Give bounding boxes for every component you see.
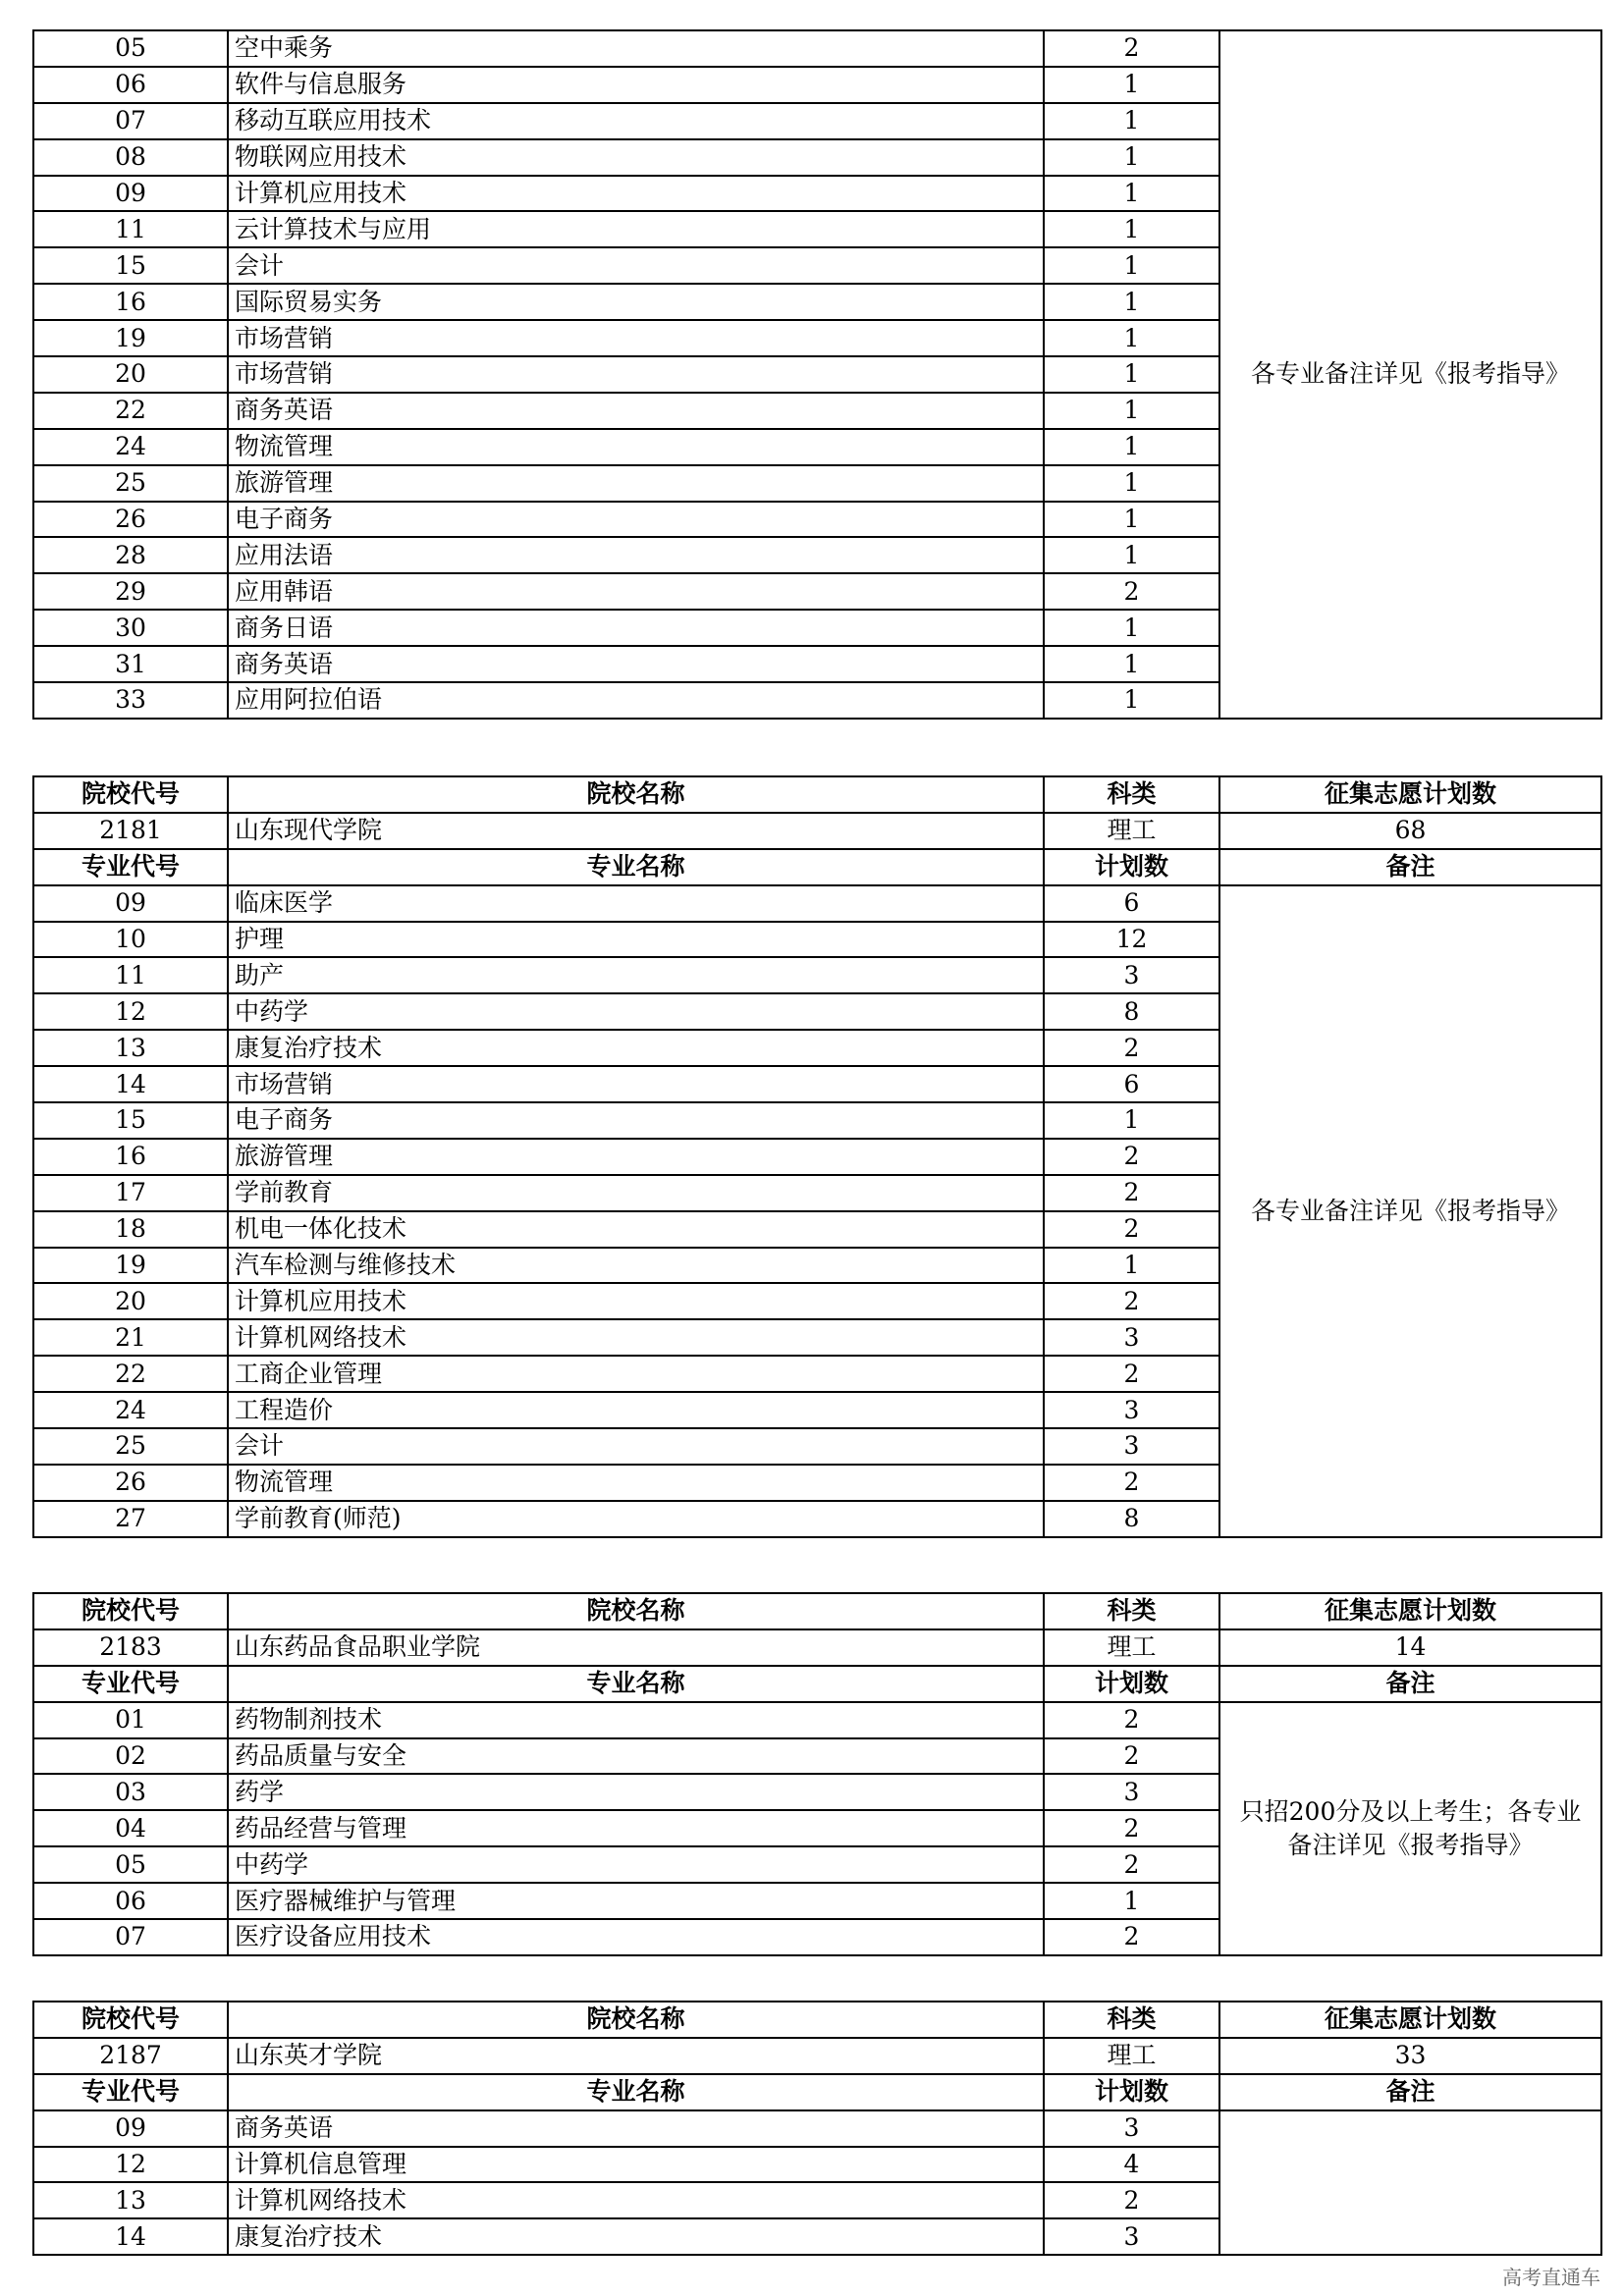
- major-plan: 2: [1044, 30, 1219, 67]
- major-code: 13: [33, 2182, 228, 2218]
- major-name: 学前教育(师范): [228, 1501, 1044, 1537]
- major-plan: 1: [1044, 176, 1219, 212]
- major-name: 药物制剂技术: [228, 1702, 1044, 1738]
- major-name: 商务英语: [228, 2110, 1044, 2147]
- major-plan: 12: [1044, 922, 1219, 958]
- school-header-row: [33, 776, 1601, 813]
- major-code: 28: [33, 537, 228, 573]
- major-code: 06: [33, 1883, 228, 1919]
- major-plan: 2: [1044, 1702, 1219, 1738]
- major-plan: 1: [1044, 67, 1219, 103]
- remark-cell: 各专业备注详见《报考指导》: [1219, 885, 1601, 1537]
- major-plan: 2: [1044, 1810, 1219, 1846]
- major-plan: 1: [1044, 537, 1219, 573]
- major-name: 旅游管理: [228, 1139, 1044, 1175]
- major-code: 09: [33, 885, 228, 922]
- school-name-header: 院校名称: [228, 1593, 1044, 1629]
- major-name: 临床医学: [228, 885, 1044, 922]
- major-code: 26: [33, 1465, 228, 1501]
- plan-header: 计划数: [1044, 849, 1219, 885]
- major-plan: 1: [1044, 139, 1219, 176]
- major-rows: [33, 30, 1601, 719]
- major-code: 25: [33, 1428, 228, 1465]
- school-code-header: 院校代号: [33, 2002, 228, 2038]
- major-code: 03: [33, 1774, 228, 1810]
- major-plan: 3: [1044, 1392, 1219, 1428]
- major-name: 计算机网络技术: [228, 2182, 1044, 2218]
- major-code: 20: [33, 356, 228, 393]
- major-code: 26: [33, 502, 228, 538]
- school-code-header: 院校代号: [33, 1593, 228, 1629]
- remark-cell: [1219, 1702, 1601, 1955]
- major-plan: 1: [1044, 1883, 1219, 1919]
- major-rows: [33, 2110, 1601, 2256]
- major-code: 19: [33, 320, 228, 356]
- major-code: 02: [33, 1738, 228, 1775]
- major-name: 计算机应用技术: [228, 176, 1044, 212]
- major-plan: 2: [1044, 1211, 1219, 1248]
- major-plan: 2: [1044, 1175, 1219, 1211]
- major-code: 33: [33, 682, 228, 719]
- major-header-row: [33, 849, 1601, 885]
- major-name: 康复治疗技术: [228, 1030, 1044, 1066]
- remark-cell: 各专业备注详见《报考指导》: [1219, 30, 1601, 719]
- school-header-row: [33, 1593, 1601, 1629]
- major-name: 学前教育: [228, 1175, 1044, 1211]
- major-name: 护理: [228, 922, 1044, 958]
- plan-total-header: 征集志愿计划数: [1219, 776, 1601, 813]
- major-row: [33, 30, 1601, 67]
- major-code: 15: [33, 247, 228, 284]
- major-code: 14: [33, 1066, 228, 1102]
- major-header-row: [33, 2074, 1601, 2110]
- major-plan: 4: [1044, 2147, 1219, 2183]
- watermark: 高考直通车: [1502, 2266, 1600, 2289]
- major-name: 机电一体化技术: [228, 1211, 1044, 1248]
- category-header: 科类: [1044, 1593, 1219, 1629]
- major-name: 应用法语: [228, 537, 1044, 573]
- major-code-header: 专业代号: [33, 849, 228, 885]
- major-code: 17: [33, 1175, 228, 1211]
- major-plan: 1: [1044, 393, 1219, 429]
- school-info-row: [33, 2038, 1601, 2074]
- major-plan: 1: [1044, 502, 1219, 538]
- school-header-row: [33, 2002, 1601, 2038]
- major-name: 计算机应用技术: [228, 1283, 1044, 1319]
- major-rows: [33, 1702, 1601, 1955]
- major-name: 会计: [228, 1428, 1044, 1465]
- major-code: 29: [33, 573, 228, 610]
- school-code: 2187: [33, 2038, 228, 2074]
- school-info-row: [33, 813, 1601, 849]
- major-name: 商务英语: [228, 393, 1044, 429]
- major-name: 工程造价: [228, 1392, 1044, 1428]
- school-name: 山东现代学院: [228, 813, 1044, 849]
- major-code: 12: [33, 2147, 228, 2183]
- major-plan: 1: [1044, 284, 1219, 320]
- remark-header: 备注: [1219, 2074, 1601, 2110]
- school-code-header: 院校代号: [33, 776, 228, 813]
- major-name: 康复治疗技术: [228, 2218, 1044, 2255]
- major-code: 11: [33, 957, 228, 993]
- major-plan: 3: [1044, 1774, 1219, 1810]
- major-code: 06: [33, 67, 228, 103]
- major-plan: 2: [1044, 1465, 1219, 1501]
- plan-total-header: 征集志愿计划数: [1219, 2002, 1601, 2038]
- major-name: 助产: [228, 957, 1044, 993]
- major-code: 10: [33, 922, 228, 958]
- major-name: 市场营销: [228, 320, 1044, 356]
- major-code: 07: [33, 1919, 228, 1955]
- category-header: 科类: [1044, 2002, 1219, 2038]
- major-name: 物流管理: [228, 429, 1044, 465]
- major-plan: 1: [1044, 1248, 1219, 1284]
- major-name: 软件与信息服务: [228, 67, 1044, 103]
- major-name: 汽车检测与维修技术: [228, 1248, 1044, 1284]
- major-name-header: 专业名称: [228, 2074, 1044, 2110]
- major-plan: 2: [1044, 1846, 1219, 1883]
- major-code: 20: [33, 1283, 228, 1319]
- school-code: 2183: [33, 1629, 228, 1666]
- major-name: 电子商务: [228, 1102, 1044, 1139]
- plan-header: 计划数: [1044, 2074, 1219, 2110]
- school-name-header: 院校名称: [228, 2002, 1044, 2038]
- major-code: 05: [33, 30, 228, 67]
- major-code: 11: [33, 211, 228, 247]
- major-rows: [33, 885, 1601, 1537]
- school-category: 理工: [1044, 813, 1219, 849]
- major-plan: 2: [1044, 1283, 1219, 1319]
- major-name: 医疗设备应用技术: [228, 1919, 1044, 1955]
- major-code: 22: [33, 1356, 228, 1392]
- school-plan-total: 14: [1219, 1629, 1601, 1666]
- major-code: 13: [33, 1030, 228, 1066]
- major-code: 19: [33, 1248, 228, 1284]
- major-code: 01: [33, 1702, 228, 1738]
- major-code: 27: [33, 1501, 228, 1537]
- major-plan: 1: [1044, 356, 1219, 393]
- remark-header: 备注: [1219, 1666, 1601, 1702]
- major-plan: 3: [1044, 1319, 1219, 1356]
- major-plan: 2: [1044, 573, 1219, 610]
- major-plan: 1: [1044, 429, 1219, 465]
- remark-header: 备注: [1219, 849, 1601, 885]
- school-name: 山东英才学院: [228, 2038, 1044, 2074]
- major-code-header: 专业代号: [33, 1666, 228, 1702]
- major-name: 会计: [228, 247, 1044, 284]
- major-code: 14: [33, 2218, 228, 2255]
- major-name-header: 专业名称: [228, 849, 1044, 885]
- major-plan: 2: [1044, 1139, 1219, 1175]
- major-plan: 6: [1044, 885, 1219, 922]
- school-plan-total: 68: [1219, 813, 1601, 849]
- major-plan: 8: [1044, 993, 1219, 1030]
- major-plan: 2: [1044, 1030, 1219, 1066]
- major-header-row: [33, 1666, 1601, 1702]
- major-code: 22: [33, 393, 228, 429]
- major-plan: 1: [1044, 610, 1219, 646]
- school-name: 山东药品食品职业学院: [228, 1629, 1044, 1666]
- major-code: 18: [33, 1211, 228, 1248]
- major-name: 计算机网络技术: [228, 1319, 1044, 1356]
- major-row: [33, 2110, 1601, 2147]
- major-code: 16: [33, 284, 228, 320]
- remark-cell: [1219, 2110, 1601, 2256]
- major-name: 物联网应用技术: [228, 139, 1044, 176]
- major-code: 05: [33, 1846, 228, 1883]
- remark-line: 只招200分及以上考生；各专业: [1239, 1796, 1582, 1826]
- major-name: 旅游管理: [228, 465, 1044, 502]
- major-code: 30: [33, 610, 228, 646]
- school-category: 理工: [1044, 1629, 1219, 1666]
- major-name: 商务英语: [228, 646, 1044, 682]
- school-code: 2181: [33, 813, 228, 849]
- major-code: 15: [33, 1102, 228, 1139]
- major-plan: 1: [1044, 247, 1219, 284]
- major-name-header: 专业名称: [228, 1666, 1044, 1702]
- major-name: 电子商务: [228, 502, 1044, 538]
- school-category: 理工: [1044, 2038, 1219, 2074]
- major-plan: 3: [1044, 2218, 1219, 2255]
- major-name: 应用韩语: [228, 573, 1044, 610]
- major-row: [33, 885, 1601, 922]
- major-plan: 1: [1044, 1102, 1219, 1139]
- major-plan: 1: [1044, 682, 1219, 719]
- major-plan: 2: [1044, 2182, 1219, 2218]
- remark-line: 备注详见《报考指导》: [1287, 1830, 1534, 1859]
- major-plan: 1: [1044, 211, 1219, 247]
- major-plan: 2: [1044, 1356, 1219, 1392]
- major-plan: 3: [1044, 2110, 1219, 2147]
- major-code: 25: [33, 465, 228, 502]
- major-plan: 1: [1044, 320, 1219, 356]
- major-code: 09: [33, 176, 228, 212]
- major-name: 药品质量与安全: [228, 1738, 1044, 1775]
- major-code: 21: [33, 1319, 228, 1356]
- plan-header: 计划数: [1044, 1666, 1219, 1702]
- plan-total-header: 征集志愿计划数: [1219, 1593, 1601, 1629]
- major-name: 国际贸易实务: [228, 284, 1044, 320]
- major-plan: 6: [1044, 1066, 1219, 1102]
- school-name-header: 院校名称: [228, 776, 1044, 813]
- major-name: 医疗器械维护与管理: [228, 1883, 1044, 1919]
- major-plan: 2: [1044, 1919, 1219, 1955]
- major-code: 12: [33, 993, 228, 1030]
- major-code: 09: [33, 2110, 228, 2147]
- major-code-header: 专业代号: [33, 2074, 228, 2110]
- major-plan: 3: [1044, 1428, 1219, 1465]
- major-code: 08: [33, 139, 228, 176]
- major-name: 工商企业管理: [228, 1356, 1044, 1392]
- major-plan: 8: [1044, 1501, 1219, 1537]
- school-info-row: [33, 1629, 1601, 1666]
- major-name: 商务日语: [228, 610, 1044, 646]
- major-plan: 3: [1044, 957, 1219, 993]
- major-plan: 1: [1044, 646, 1219, 682]
- major-code: 24: [33, 1392, 228, 1428]
- school-table-2181: [32, 775, 1602, 1538]
- major-code: 07: [33, 103, 228, 139]
- major-table-continued: [32, 29, 1602, 720]
- major-name: 中药学: [228, 1846, 1044, 1883]
- major-name: 中药学: [228, 993, 1044, 1030]
- major-row: [33, 1702, 1601, 1738]
- major-name: 空中乘务: [228, 30, 1044, 67]
- major-plan: 1: [1044, 103, 1219, 139]
- major-name: 药品经营与管理: [228, 1810, 1044, 1846]
- school-plan-total: 33: [1219, 2038, 1601, 2074]
- major-name: 市场营销: [228, 356, 1044, 393]
- major-name: 药学: [228, 1774, 1044, 1810]
- major-plan: 2: [1044, 1738, 1219, 1775]
- major-name: 应用阿拉伯语: [228, 682, 1044, 719]
- major-name: 云计算技术与应用: [228, 211, 1044, 247]
- major-code: 04: [33, 1810, 228, 1846]
- school-table-2183: [32, 1592, 1602, 1956]
- major-name: 市场营销: [228, 1066, 1044, 1102]
- category-header: 科类: [1044, 776, 1219, 813]
- major-code: 16: [33, 1139, 228, 1175]
- major-name: 物流管理: [228, 1465, 1044, 1501]
- major-plan: 1: [1044, 465, 1219, 502]
- school-table-2187: [32, 2001, 1602, 2256]
- major-name: 移动互联应用技术: [228, 103, 1044, 139]
- major-code: 31: [33, 646, 228, 682]
- major-name: 计算机信息管理: [228, 2147, 1044, 2183]
- major-code: 24: [33, 429, 228, 465]
